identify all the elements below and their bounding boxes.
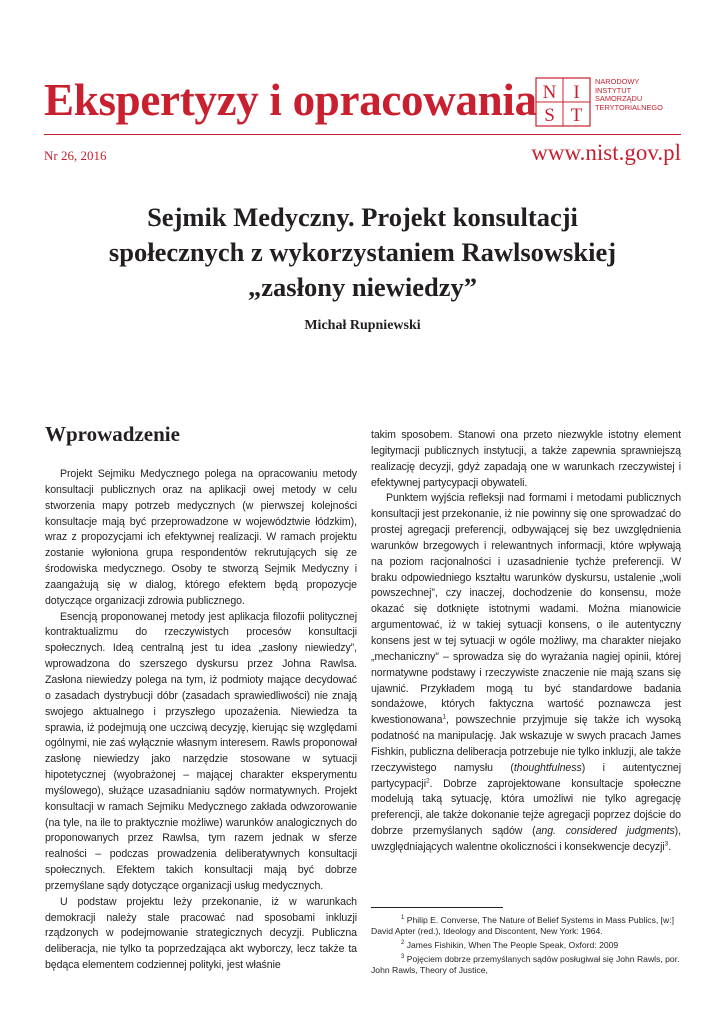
header-rule (44, 134, 681, 135)
footnote-number: 1 (401, 915, 405, 921)
footnote-ref[interactable]: 1 (442, 713, 446, 721)
footnote (371, 938, 681, 951)
series-title: Ekspertyzy i opracowania (44, 75, 537, 125)
issue-number: Nr 26, 2016 (44, 148, 107, 163)
nist-logo (534, 76, 684, 128)
paragraph-text: . (668, 840, 672, 853)
institute-name-line: SAMORZĄDU (595, 94, 643, 104)
footnote-rule (371, 907, 503, 908)
title-line: „zasłony niewiedzy” (248, 272, 477, 302)
author-name: Michał Rupniewski (304, 318, 421, 333)
footnotes (371, 907, 681, 977)
title-line: społecznych z wykorzystaniem Rawlsowskiej (108, 237, 617, 267)
paragraph-text: takim sposobem. Stanowi ona przeto niezwykle istotny element legitymacji publicznych instytucji, a także zapewnia sprawniejszą realizację decyzji, gdyż zapadają one w warunkach rzeczywistej i efektywnej partycypacji obywateli. (371, 429, 681, 489)
footnote-ref[interactable]: 2 (425, 777, 430, 785)
logo-letter-s: S (544, 105, 555, 126)
footnote-text: James Fishikin, When The People Speak, Oxford: 2009 (406, 939, 619, 950)
section-heading: Wprowadzenie (45, 422, 180, 446)
institute-name-line: TERYTORIALNEGO (595, 102, 663, 112)
footnote-text: Pojęciem dobrze przemyślanych sądów posługiwał się John Rawls, por. John Rawls, Theory of Justice, (371, 953, 680, 975)
italic-term: ang. considered judgments (535, 825, 675, 838)
footnote-number: 3 (401, 953, 405, 960)
institute-name (595, 78, 663, 112)
title-line: Sejmik Medyczny. Projekt konsultacji (147, 202, 578, 232)
logo-letter-i: I (573, 82, 580, 103)
paragraph-text: ), uwzględniających walentne okoliczności i konsekwencje decyzji (371, 825, 681, 853)
document-title (44, 200, 681, 305)
logo-letter-t: T (570, 105, 583, 126)
footnote (371, 913, 681, 938)
nist-logo-icon (534, 76, 592, 128)
paragraph (371, 428, 681, 491)
right-column (371, 428, 681, 856)
italic-term: thoughtfulness (513, 761, 582, 774)
paragraph: Esencją proponowanej metody jest aplikacja filozofii politycznej kontraktualizmu do rzeczywistych procesów konsultacji społecznych. Ideą centralną jest tu idea „zasłony niewiedzy”, wprowadzona do szerszego dyskursu przez Johna Rawlsa. Zasłona niewiedzy polega na tym, iż podmioty mające decydować o zasadach dystrybucji dóbr (zasadach sprawiedliwości) nie znają swojego aktualnego i przyszłego upozażenia. Niewiedza ta sprawia, iż podejmują one uczciwą decyzję, kierując się względami ogólnymi, nie zaś wyłącznie własnym interesem. Rawls proponował zasłonę niewiedzy jako narzędzie stosowane w sytuacji hipotetycznej (wyobrażonej – mającej charakter eksperymentu myślowego), służące uzasadnianiu sądów normatywnych. Projekt konsultacji w ramach Sejmiku Medycznego zakłada odwzorowanie (na tyle, na ile to praktycznie możliwe) warunków analogicznych do proponowanych przez Rawlsa, tym razem jednak w sferze realności – podczas prowadzenia deliberatywnych konsultacji społecznych. Efektem takich konsultacji mają być dobrze przemyślane sądy dotyczące organizacji usług medycznych. (45, 610, 357, 892)
paragraph (371, 491, 681, 855)
paragraph: U podstaw projektu leży przekonanie, iż w warunkach demokracji należy stale pracować nad sposobami inkluzji rządzonych w podejmowanie strategicznych decyzji. Publiczna deliberacja, nie tylko ta poprzedzająca akt wyborczy, lecz także ta będąca elementem codziennej polityki, jest właśnie (45, 895, 357, 972)
paragraph: Projekt Sejmiku Medycznego polega na opracowaniu metody konsultacji publicznych oraz na aplikacji owej metody w celu stworzenia mapy potrzeb medycznych (w pierwszej kolejności konsultacje mają być przeprowadzone w województwie łódzkim), wraz z propozycjami ich efektywnej realizacji. W ramach projektu zostanie wyłoniona grupa respondentów rekrutujących się ze środowiska medycznego. Osoby te stworzą Sejmik Medyczny i zaangażują się w dialog, którego efektem będą propozycje dotyczące organizacji zdrowia publicznego. (45, 468, 357, 607)
footnote-number: 2 (401, 940, 405, 947)
paragraph-text: ) i autentycznej partycypacji (371, 761, 681, 790)
footnote-text: Philip E. Converse, The Nature of Belief Systems in Mass Publics, [w:] David Apter (red.), Ideology and Discontent, New York: 1964. (371, 914, 675, 937)
website-link[interactable]: www.nist.gov.pl (531, 140, 681, 165)
footnote-ref[interactable]: 3 (664, 840, 669, 848)
institute-name-line: NARODOWY (595, 77, 640, 86)
paragraph-text: . Dobrze zaprojektowane konsultacje społeczne modelują taką sytuację, która umożliwi nie tylko agregację preferencji, ale także dokonanie tejże agregacji poprzez dojście do dobrze przemyślanych sądów ( (371, 777, 681, 838)
footnote (371, 952, 681, 977)
logo-letter-n: N (542, 82, 557, 103)
paragraph-text: Punktem wyjścia refleksji nad formami i metodami publicznych konsultacji jest przekonanie, iż nie powinny się one sprowadzać do prostej agregacji preferencji, odbywającej się bez uwzględnienia warunków brzegowych i relewantnych informacji, które wpływają na poziom racjonalności i uzasadnienie tychże preferencji. W braku odpowiedniego kształtu warunków dyskursu, ustalenie „woli powszechnej”, czy inaczej, dochodzenie do konsensu, może okazać się dotknięte istotnymi wadami. Można mianowicie argumentować, iż w takiej sytuacji konsens, o ile autentyczny konsens jest w tej sytuacji w ogóle możliwy, ma charakter niejako „mechaniczny” – sprowadza się do wyrażania nagiej opinii, której normatywne podstawy i rzeczywiste znaczenie nie mają szans się ujawnić. Przykładem mogą tu być standardowe badania sondażowe, których faktyczna wartość poznawcza jest kwestionowana (371, 492, 681, 727)
paragraph-text: , powszechnie przyjmuje się także ich wysoką podatność na manipulację. Jak wskazuje w swych pracach James Fishkin, publiczna deliberacja potrzebuje nie tylko inkluzji, ale także rzeczywistego namysłu ( (371, 714, 681, 774)
left-column (45, 420, 357, 974)
institute-name-line: INSTYTUT (595, 85, 632, 95)
